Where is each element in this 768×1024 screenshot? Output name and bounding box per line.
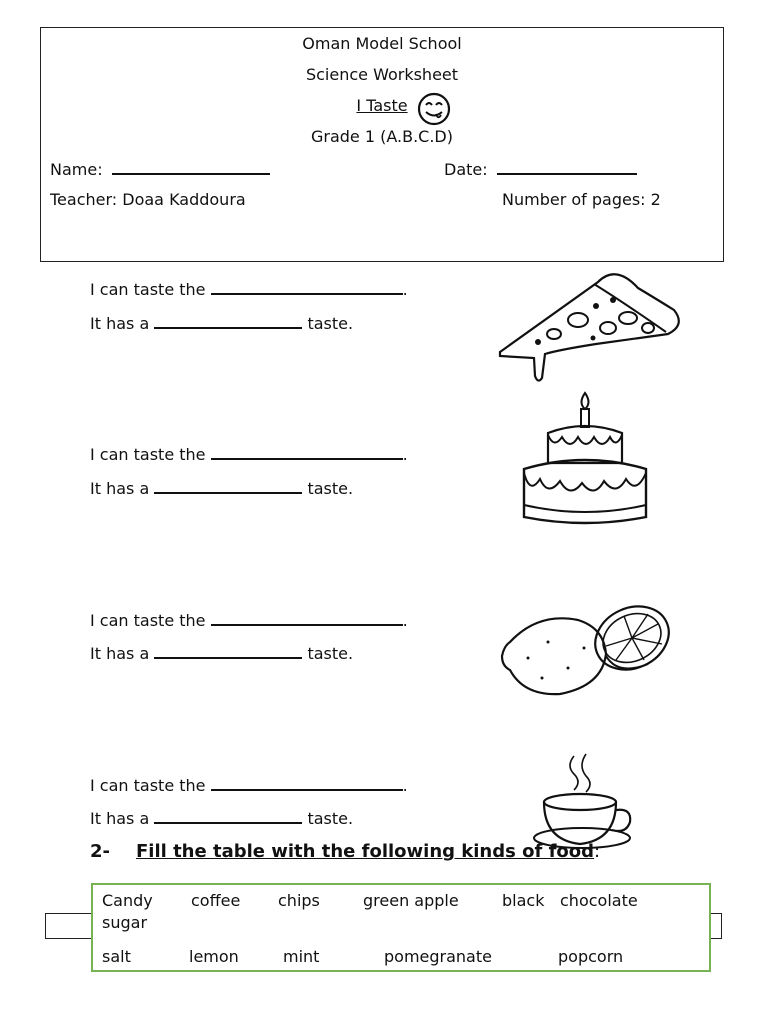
row-1-line2-prefix: It has a	[90, 314, 150, 333]
table-edge-right	[710, 913, 722, 939]
row-3-period: .	[402, 611, 408, 630]
row-1-taste-blank[interactable]	[154, 313, 302, 329]
yum-face-icon	[417, 92, 451, 126]
question-number: 2-	[90, 841, 110, 862]
row-2-food-blank[interactable]	[211, 444, 403, 460]
row-3-food-blank[interactable]	[211, 610, 403, 626]
row-4-line2-suffix: taste.	[307, 809, 354, 828]
lemon-icon	[498, 598, 678, 698]
row-3-line-2	[90, 643, 353, 663]
row-3-line-1	[90, 610, 408, 630]
row-3-taste-blank[interactable]	[154, 643, 302, 659]
table-edge-left	[45, 913, 92, 939]
word-salt: salt	[102, 947, 131, 966]
row-4-taste-blank[interactable]	[154, 808, 302, 824]
row-2-line-1	[90, 444, 408, 464]
row-1-food-blank[interactable]	[211, 279, 403, 295]
school-name: Oman Model School	[302, 34, 462, 53]
row-4-line-2	[90, 808, 353, 828]
page-count: Number of pages: 2	[502, 190, 661, 209]
row-1-line2-suffix: taste.	[307, 314, 354, 333]
cake-icon	[518, 385, 658, 530]
row-4-prefix: I can taste the	[90, 776, 206, 795]
topic-title: I Taste	[356, 96, 408, 115]
row-3-prefix: I can taste the	[90, 611, 206, 630]
name-blank[interactable]	[112, 159, 270, 175]
row-1-prefix: I can taste the	[90, 280, 206, 299]
word-pomegranate: pomegranate	[384, 947, 492, 966]
date-label: Date:	[444, 160, 488, 179]
word-bank	[91, 883, 711, 972]
topic-line	[41, 96, 723, 115]
word-popcorn: popcorn	[558, 947, 624, 966]
date-field[interactable]	[444, 159, 637, 179]
word-chips: chips	[278, 891, 320, 910]
row-3-line2-suffix: taste.	[307, 644, 354, 663]
word-chocolate: chocolate	[560, 891, 638, 910]
date-blank[interactable]	[497, 159, 637, 175]
row-4-line-1	[90, 775, 408, 795]
teacher-line: Teacher: Doaa Kaddoura	[50, 190, 246, 209]
row-1-line-2	[90, 313, 353, 333]
row-2-prefix: I can taste the	[90, 445, 206, 464]
word-coffee: coffee	[191, 891, 241, 910]
row-3-line2-prefix: It has a	[90, 644, 150, 663]
word-candy: Candy	[102, 891, 153, 910]
worksheet-header	[40, 27, 724, 262]
row-1-period: .	[402, 280, 408, 299]
question-2-colon: :	[594, 841, 601, 862]
word-lemon: lemon	[189, 947, 239, 966]
word-mint: mint	[283, 947, 320, 966]
word-green-apple: green apple	[363, 891, 459, 910]
row-2-line2-suffix: taste.	[307, 479, 354, 498]
row-2-line2-prefix: It has a	[90, 479, 150, 498]
worksheet-subject: Science Worksheet	[305, 65, 459, 84]
row-4-food-blank[interactable]	[211, 775, 403, 791]
grade-line: Grade 1 (A.B.C.D)	[310, 127, 453, 146]
name-label: Name:	[50, 160, 103, 179]
row-2-period: .	[402, 445, 408, 464]
question-2-heading	[90, 841, 600, 862]
row-1-line-1	[90, 279, 408, 299]
row-2-taste-blank[interactable]	[154, 478, 302, 494]
word-sugar: sugar	[102, 913, 148, 932]
row-4-period: .	[402, 776, 408, 795]
row-4-line2-prefix: It has a	[90, 809, 150, 828]
question-2-title: Fill the table with the following kinds of food	[136, 841, 595, 862]
row-2-line-2	[90, 478, 353, 498]
word-black: black	[502, 891, 545, 910]
name-field[interactable]	[50, 159, 270, 179]
pizza-icon	[498, 270, 683, 385]
